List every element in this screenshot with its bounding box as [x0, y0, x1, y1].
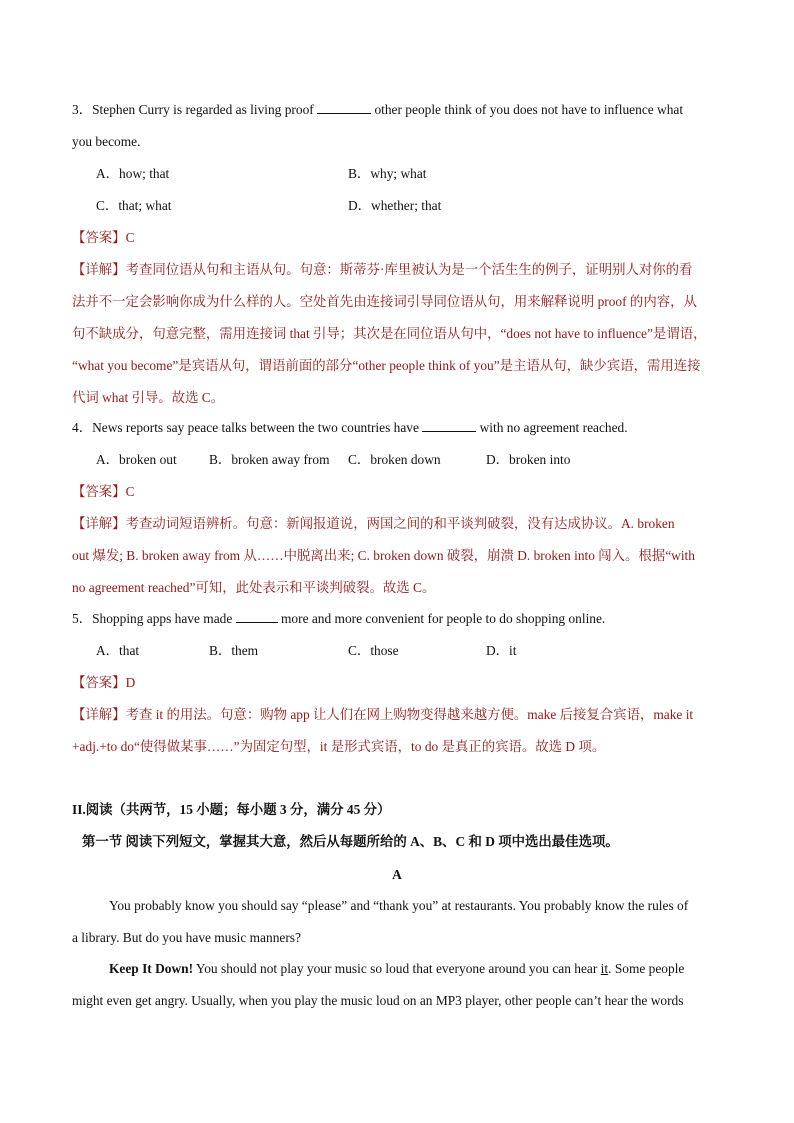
question-3-stem-line-1: [72, 101, 724, 119]
detail-text: 考查动词短语辨析。句意：新闻报道说，两国之间的和平谈判破裂，没有达成协议。A. broken: [125, 516, 675, 531]
question-4-number: 4．: [72, 420, 93, 435]
question-4-detail-line-3: no agreement reached”可知，此处表示和平谈判破裂。故选 C。: [72, 580, 436, 595]
detail-tag: 【详解】: [72, 516, 126, 531]
passage-letter: A: [392, 867, 402, 882]
question-4-stem: [72, 419, 724, 437]
question-3-option-c: C．that; what: [96, 198, 172, 213]
underlined-word: it: [600, 961, 609, 976]
section-title: II.阅读（共两节，15 小题；每小题 3 分，满分 45 分）: [72, 802, 391, 817]
answer-tag: 【答案】: [72, 675, 126, 690]
question-3-stem-a: Stephen Curry is regarded as living proof: [92, 102, 318, 117]
question-3-detail-line-5: 代词 what 引导。故选 C。: [72, 390, 225, 405]
question-5-stem-a: Shopping apps have made: [92, 611, 236, 626]
question-5-option-c: C．those: [348, 643, 399, 658]
question-3-option-a: A．how; that: [96, 166, 170, 181]
question-5-blank: [236, 610, 278, 623]
answer-tag: 【答案】: [72, 230, 126, 245]
question-3-detail-line-4: “what you become”是宾语从句，谓语前面的部分“other people think of you”是主语从句，缺少宾语，需用连接: [72, 358, 701, 373]
question-4-option-a: A．broken out: [96, 452, 177, 467]
answer-value: D: [125, 675, 136, 690]
question-4-option-c: C．broken down: [348, 452, 441, 467]
question-3-stem-b: other people think of you does not have to influence what: [371, 102, 684, 117]
question-5-detail-line-1: [72, 706, 724, 724]
passage-para-2-line-2: might even get angry. Usually, when you play the music loud on an MP3 player, other people can’t hear the words: [72, 993, 684, 1008]
answer-value: C: [125, 484, 135, 499]
passage-para-1-line-1: You probably know you should say “please” and “thank you” at restaurants. You probably know the rules of: [109, 898, 689, 913]
question-5-detail-line-2: +adj.+to do“使得做某事……”为固定句型，it 是形式宾语，to do 是真正的宾语。故选 D 项。: [72, 739, 606, 754]
question-3-number: 3．: [72, 102, 93, 117]
detail-tag: 【详解】: [72, 262, 126, 277]
question-3-stem-line-2: you become.: [72, 134, 141, 149]
question-5-option-d: D．it: [486, 643, 517, 658]
question-4-stem-a: News reports say peace talks between the two countries have: [92, 420, 423, 435]
question-4-detail-line-1: [72, 515, 724, 533]
question-4-detail-line-2: out 爆发; B. broken away from 从……中脱离出来; C. broken down 破裂，崩溃 D. broken into 闯入。根据“with: [72, 548, 695, 563]
question-5-answer: [72, 674, 724, 692]
question-4-answer: [72, 483, 724, 501]
answer-value: C: [125, 230, 135, 245]
section-instruction: 第一节 阅读下列短文，掌握其大意，然后从每题所给的 A、B、C 和 D 项中选出最佳选项。: [82, 834, 619, 849]
question-3-blank: [317, 101, 371, 114]
question-3-option-d: D．whether; that: [348, 198, 442, 213]
question-5-stem-b: more and more convenient for people to do shopping online.: [277, 611, 606, 626]
question-3-detail-line-1: [72, 261, 724, 279]
question-5-stem: [72, 610, 724, 628]
question-3-answer: [72, 229, 724, 247]
detail-text: 考查同位语从句和主语从句。句意：斯蒂芬·库里被认为是一个活生生的例子，证明别人对你的看: [125, 262, 693, 277]
question-3-option-b: B．why; what: [348, 166, 427, 181]
answer-tag: 【答案】: [72, 484, 126, 499]
passage-para-1-line-2: a library. But do you have music manners?: [72, 930, 301, 945]
question-4-blank: [422, 419, 476, 432]
detail-tag: 【详解】: [72, 707, 126, 722]
question-3-detail-line-2: 法并不一定会影响你成为什么样的人。空处首先由连接词引导同位语从句，用来解释说明 proof 的内容，从: [72, 294, 697, 309]
question-4-option-d: D．broken into: [486, 452, 571, 467]
detail-text: 考查 it 的用法。句意：购物 app 让人们在网上购物变得越来越方便。make 后接复合宾语，make it: [125, 707, 694, 722]
question-5-option-a: A．that: [96, 643, 140, 658]
paragraph-text: You should not play your music so loud that everyone around you can hear: [193, 961, 601, 976]
paragraph-text-end: . Some people: [608, 961, 685, 976]
question-3-detail-line-3: 句不缺成分，句意完整，需用连接词 that 引导；其次是在同位语从句中，“does not have to influence”是谓语，: [72, 326, 707, 341]
paragraph-heading: Keep It Down!: [109, 961, 194, 976]
question-5-option-b: B．them: [209, 643, 259, 658]
passage-para-2-line-1: [109, 960, 724, 978]
question-4-option-b: B．broken away from: [209, 452, 330, 467]
question-5-number: 5．: [72, 611, 93, 626]
question-4-stem-b: with no agreement reached.: [476, 420, 628, 435]
